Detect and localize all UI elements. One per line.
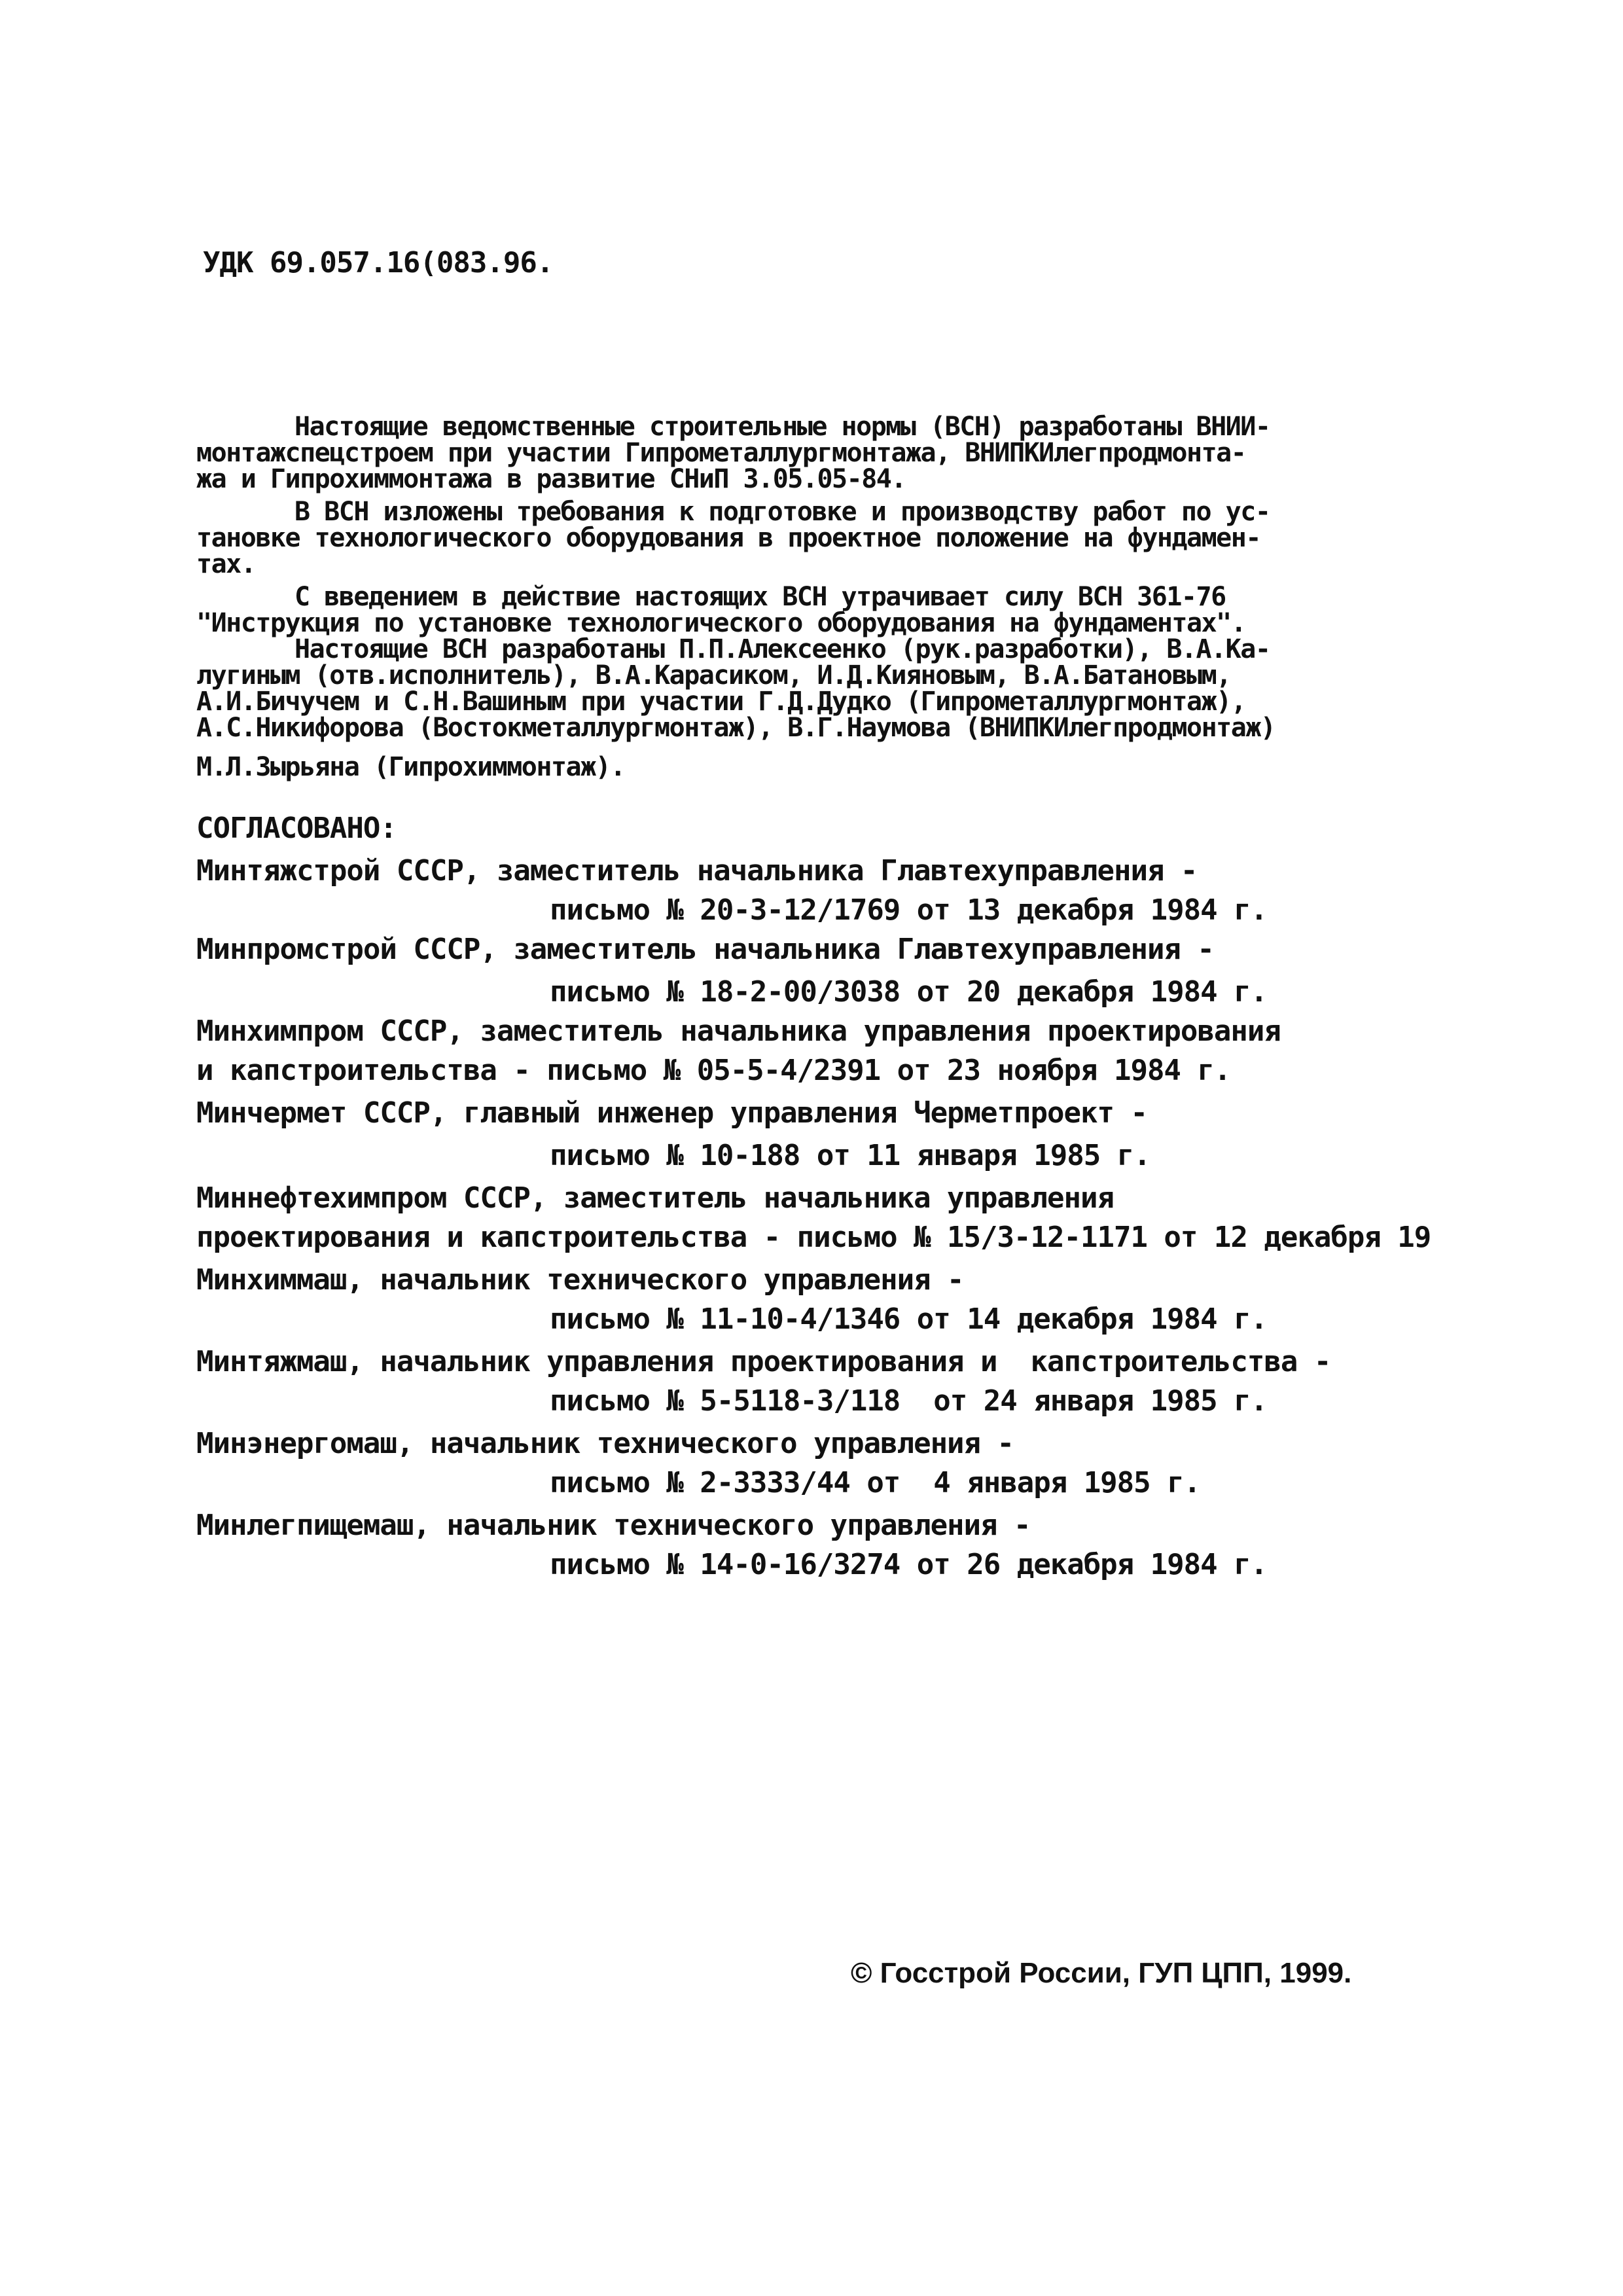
agreed-line: Минлегпищемаш, начальник технического управления - xyxy=(196,1509,1031,1542)
udk-code: УДК 69.057.16(083.96. xyxy=(203,246,554,279)
intro-line: Настоящие ведомственные строительные нормы (ВСН) разработаны ВНИИ- xyxy=(294,412,1270,442)
intro-line: жа и Гипрохиммонтажа в развитие СНиП 3.05.05-84. xyxy=(196,464,906,494)
agreed-line: и капстроительства - письмо № 05-5-4/2391 от 23 ноября 1984 г. xyxy=(196,1054,1231,1087)
intro-line: С введением в действие настоящих ВСН утрачивает силу ВСН 361-76 xyxy=(294,582,1226,612)
agreed-letter: письмо № 2-3333/44 от 4 января 1985 г. xyxy=(550,1466,1201,1499)
agreed-line: Минтяжстрой СССР, заместитель начальника Главтехуправления - xyxy=(196,854,1198,888)
intro-line: Настоящие ВСН разработаны П.П.Алексеенко (рук.разработки), В.А.Ка- xyxy=(294,634,1270,664)
agreed-line: Минпромстрой СССР, заместитель начальника Главтехуправления - xyxy=(196,933,1214,966)
agreed-letter: письмо № 20-3-12/1769 от 13 декабря 1984 г. xyxy=(550,893,1268,927)
agreed-letter: письмо № 18-2-00/3038 от 20 декабря 1984 г. xyxy=(550,975,1268,1009)
intro-line: тановке технологического оборудования в проектное положение на фундамен- xyxy=(196,523,1260,553)
agreed-line: Миннефтехимпром СССР, заместитель начальника управления xyxy=(196,1181,1114,1215)
agreed-line: Минхиммаш, начальник технического управления - xyxy=(196,1263,964,1297)
agreed-line: Минтяжмаш, начальник управления проектирования и капстроительства - xyxy=(196,1345,1331,1378)
agreed-letter: письмо № 14-0-16/3274 от 26 декабря 1984 г. xyxy=(550,1548,1268,1581)
agreed-letter: письмо № 5-5118-3/118 от 24 января 1985 г. xyxy=(550,1384,1268,1418)
agreed-line: Минхимпром СССР, заместитель начальника управления проектирования xyxy=(196,1014,1281,1048)
intro-line: А.И.Бичучем и С.Н.Вашиным при участии Г.Д.Дудко (Гипрометаллургмонтаж), xyxy=(196,687,1246,717)
agreed-line: Минэнергомаш, начальник технического управления - xyxy=(196,1427,1014,1460)
agreed-line: Минчермет СССР, главный инженер управления Черметпроект - xyxy=(196,1096,1147,1130)
agreed-line: проектирования и капстроительства - письмо № 15/3-12-1171 от 12 декабря 19 xyxy=(196,1221,1431,1254)
agreed-letter: письмо № 10-188 от 11 января 1985 г. xyxy=(550,1139,1150,1172)
intro-line: тах. xyxy=(196,549,256,579)
intro-line: В ВСН изложены требования к подготовке и производству работ по ус- xyxy=(294,497,1270,527)
intro-line: "Инструкция по установке технологического оборудования на фундаментах". xyxy=(196,608,1246,638)
intro-line: лугиным (отв.исполнитель), В.А.Карасиком, И.Д.Кияновым, В.А.Батановым, xyxy=(196,660,1231,691)
agreed-heading: СОГЛАСОВАНО: xyxy=(196,812,397,845)
intro-line: М.Л.Зырьяна (Гипрохиммонтаж). xyxy=(196,752,625,782)
copyright-notice: © Госстрой России, ГУП ЦПП, 1999. xyxy=(851,1957,1352,1989)
intro-line: монтажспецстроем при участии Гипрометаллургмонтажа, ВНИПКИлегпродмонта- xyxy=(196,438,1246,468)
agreed-letter: письмо № 11-10-4/1346 от 14 декабря 1984 г. xyxy=(550,1302,1268,1336)
intro-line: А.С.Никифорова (Востокметаллургмонтаж), В.Г.Наумова (ВНИПКИлегпродмонтаж) xyxy=(196,713,1275,743)
